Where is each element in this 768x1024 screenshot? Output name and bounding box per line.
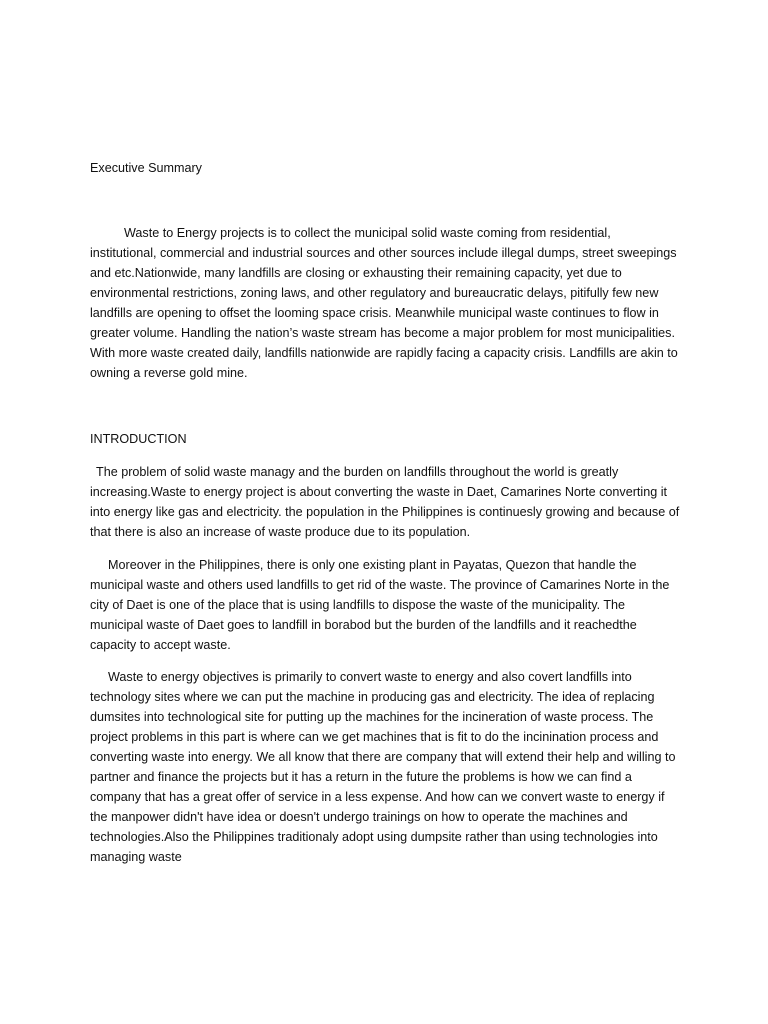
introduction-paragraph-1: The problem of solid waste managy and the burden on landfills throughout the world is greatly increasing.Waste to energy project is about converting the waste in Daet, Camarines Norte converting it into energy like gas and electricity. the population in the Philippines is continuesly growing and because of that there is also an increase of waste produce due to its population. <box>90 465 680 539</box>
executive-summary-paragraph: Waste to Energy projects is to collect the municipal solid waste coming from residential, institutional, commercial and industrial sources and other sources include illegal dumps, street sweepings and etc.Nationwide, many landfills are closing or exhausting their remaining capacity, yet due to environmental restrictions, zoning laws, and other regulatory and bureaucratic delays, pitifully few new landfills are opening to offset the looming space crisis. Meanwhile municipal waste continues to flow in greater volume. Handling the nation’s waste stream has become a major problem for most municipalities. With more waste created daily, landfills nationwide are rapidly facing a capacity crisis. Landfills are akin to owning a reverse gold mine. <box>90 226 678 380</box>
introduction-heading: INTRODUCTION <box>90 432 187 446</box>
introduction-paragraph-3: Waste to energy objectives is primarily to convert waste to energy and also covert landfills into technology sites where we can put the machine in producing gas and electricity. The idea of replacing dumsites into technological site for putting up the machines for the incineration of waste process. The project problems in this part is where can we get machines that is fit to do the incinination process and converting waste into energy. We all know that there are company that will extend their help and willing to partner and finance the projects but it has a return in the future the problems is how we can find a company that has a great offer of service in a less expense. And how can we convert waste to energy if the manpower didn't have idea or doesn't undergo trainings on how to operate the machines and technologies.Also the Philippines traditionaly adopt using dumpsite rather than using technologies into managing waste <box>90 670 676 864</box>
executive-summary-heading: Executive Summary <box>90 161 202 175</box>
introduction-paragraph-2: Moreover in the Philippines, there is only one existing plant in Payatas, Quezon that handle the municipal waste and others used landfills to get rid of the waste. The province of Camarines Norte in the city of Daet is one of the place that is using landfills to dispose the waste of the municipality. The municipal waste of Daet goes to landfill in borabod but the burden of the landfills and it reachedthe capacity to accept waste. <box>90 558 670 652</box>
